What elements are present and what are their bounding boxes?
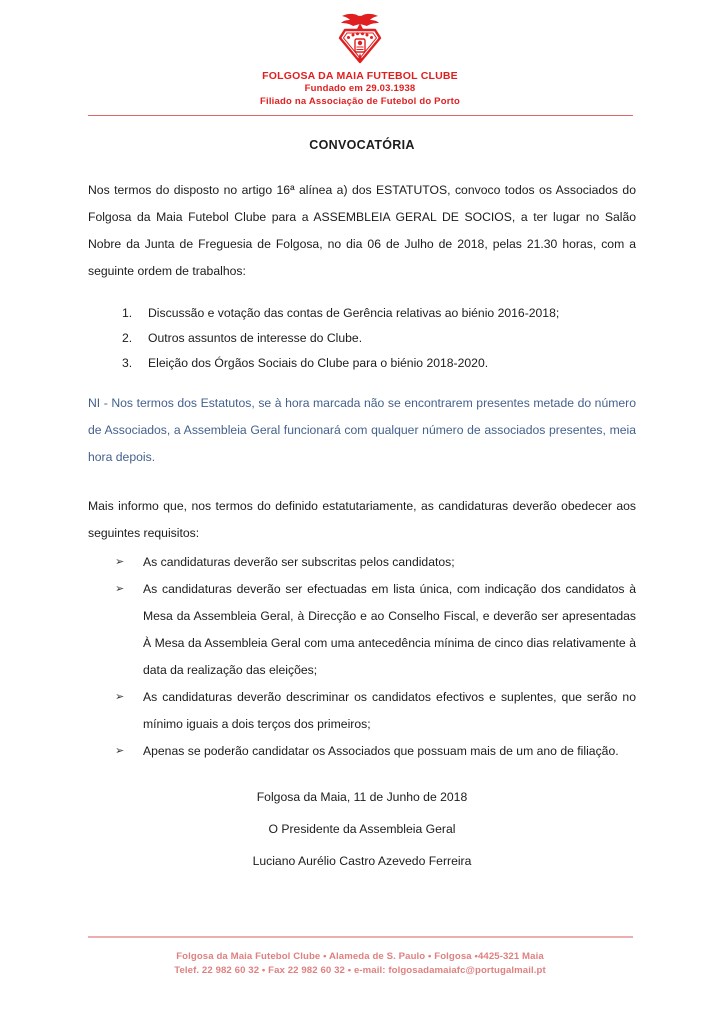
club-name: FOLGOSA DA MAIA FUTEBOL CLUBE <box>262 70 458 82</box>
footer-contact: Telef. 22 982 60 32 • Fax 22 982 60 32 • e-mail: folgosadamaiafc@portugalmail.pt <box>174 964 546 976</box>
requirements-list <box>88 549 636 765</box>
agenda-list <box>88 301 636 376</box>
club-founded: Fundado em 29.03.1938 <box>304 83 416 94</box>
list-item: Discussão e votação das contas de Gerência relativas ao biénio 2016-2018; <box>148 306 560 320</box>
document-header <box>0 0 720 108</box>
list-item: ➢ Apenas se poderão candidatar os Associados que possuam mais de um ano de filiação. <box>115 738 636 765</box>
list-item: Outros assuntos de interesse do Clube. <box>148 331 363 345</box>
footer-divider <box>88 936 633 938</box>
signature-place-date: Folgosa da Maia, 11 de Junho de 2018 <box>256 790 468 804</box>
page-title: CONVOCATÓRIA <box>309 138 415 152</box>
signature-block <box>88 781 636 877</box>
footer-address: Folgosa da Maia Futebol Clube • Alameda de S. Paulo • Folgosa •4425-321 Maia <box>176 951 544 962</box>
header-divider <box>88 115 633 116</box>
intro-paragraph: Nos termos do disposto no artigo 16ª alínea a) dos ESTATUTOS, convoco todos os Associados do Folgosa da Maia Futebol Clube para a ASSEMBLEIA GERAL DE SOCIOS, a ter lugar no Salão Nobre da Junta de Freguesia de Folgosa, no dia 06 de Julho de 2018, pelas 21.30 horas, com a seguinte ordem de trabalhos: <box>88 183 636 278</box>
requirements-intro: Mais informo que, nos termos do definido estatutariamente, as candidaturas deverão obedecer aos seguintes requisitos: <box>88 499 636 540</box>
quorum-note: NI - Nos termos dos Estatutos, se à hora marcada não se encontrarem presentes metade do número de Associados, a Assembleia Geral funcionará com qualquer número de associados presentes, meia hora depois. <box>88 396 636 464</box>
document-footer <box>0 950 720 977</box>
list-item: ➢ As candidaturas deverão ser efectuadas em lista única, com indicação dos candidatos à Mesa da Assembleia Geral, à Direcção e ao Conselho Fiscal, e deverão ser apresentadas À Mesa da Assembleia Geral com uma antecedência mínima de cinco dias relativamente à data da realização das eleições; <box>115 576 636 684</box>
list-item: ➢ As candidaturas deverão descriminar os candidatos efectivos e suplentes, que serão no mínimo iguais a dois terços dos primeiros; <box>115 684 636 738</box>
document-body <box>88 138 636 877</box>
signature-name: Luciano Aurélio Castro Azevedo Ferreira <box>252 854 472 868</box>
club-crest-eagle-shield-icon <box>334 12 386 66</box>
list-item: Eleição dos Órgãos Sociais do Clube para o biénio 2018-2020. <box>148 356 489 370</box>
club-affiliation: Filiado na Associação de Futebol do Porto <box>260 95 460 107</box>
signature-role: O Presidente da Assembleia Geral <box>268 822 456 836</box>
club-identity-block <box>0 70 720 108</box>
list-item: ➢ As candidaturas deverão ser subscritas pelos candidatos; <box>115 549 636 576</box>
